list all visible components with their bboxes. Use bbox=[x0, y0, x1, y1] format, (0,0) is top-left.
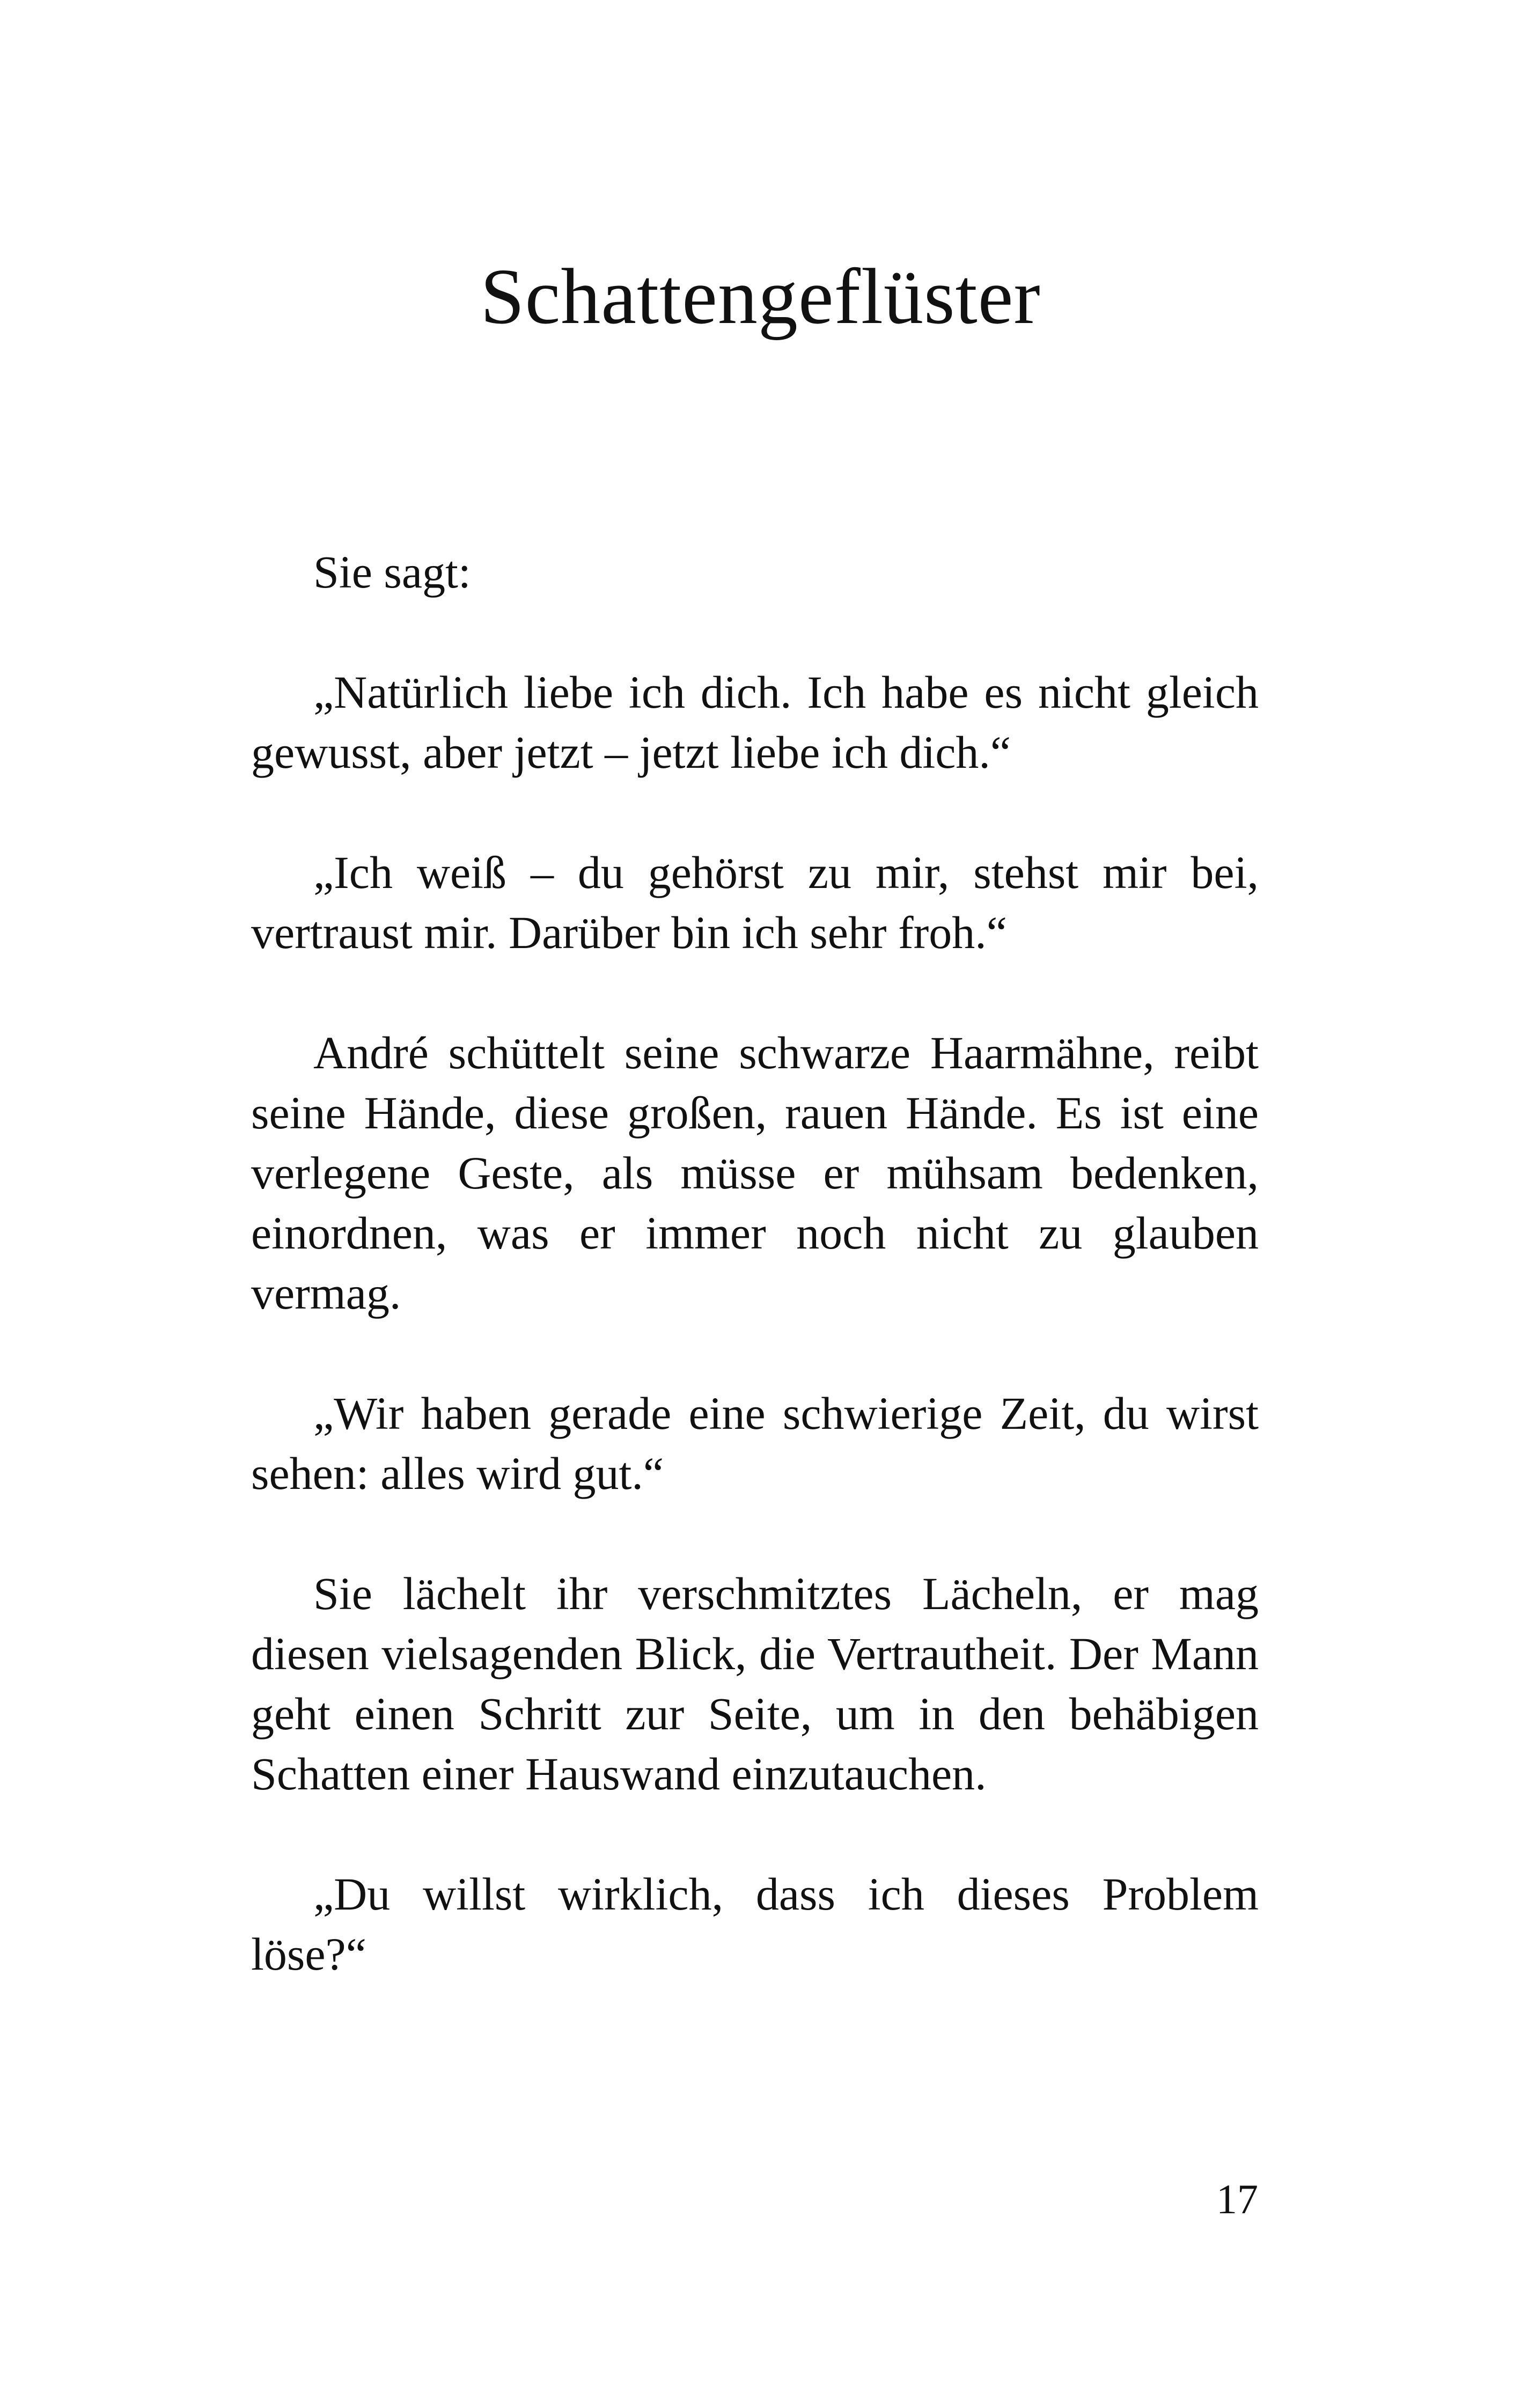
paragraph: André schüttelt seine schwarze Haarmähne, reibt seine Hände, diese großen, rauen Hände. Es ist eine verlegene Geste, als müsse er mühsam bedenken, einordnen, was er immer noch nicht zu glauben vermag. bbox=[251, 1027, 1259, 1319]
paragraph: Sie lächelt ihr verschmitztes Lächeln, er mag diesen vielsagenden Blick, die Vertrautheit. Der Mann geht einen Schritt zur Seite, um in den behäbigen Schatten einer Hauswand einzutauchen. bbox=[251, 1568, 1259, 1800]
paragraph: „Natürlich liebe ich dich. Ich habe es nicht gleich gewusst, aber jetzt – jetzt liebe ich dich.“ bbox=[251, 666, 1259, 778]
chapter-title: Schattengeflüster bbox=[480, 253, 1041, 341]
paragraph: „Ich weiß – du gehörst zu mir, stehst mir bei, vertraust mir. Darüber bin ich sehr froh.“ bbox=[251, 847, 1259, 958]
paragraph: „Du willst wirklich, dass ich dieses Problem löse?“ bbox=[251, 1868, 1259, 1980]
paragraph: Sie sagt: bbox=[313, 546, 471, 598]
chapter-body bbox=[251, 542, 1259, 2044]
paragraph: „Wir haben gerade eine schwierige Zeit, du wirst sehen: alles wird gut.“ bbox=[251, 1387, 1259, 1499]
page-number: 17 bbox=[1216, 2176, 1258, 2222]
